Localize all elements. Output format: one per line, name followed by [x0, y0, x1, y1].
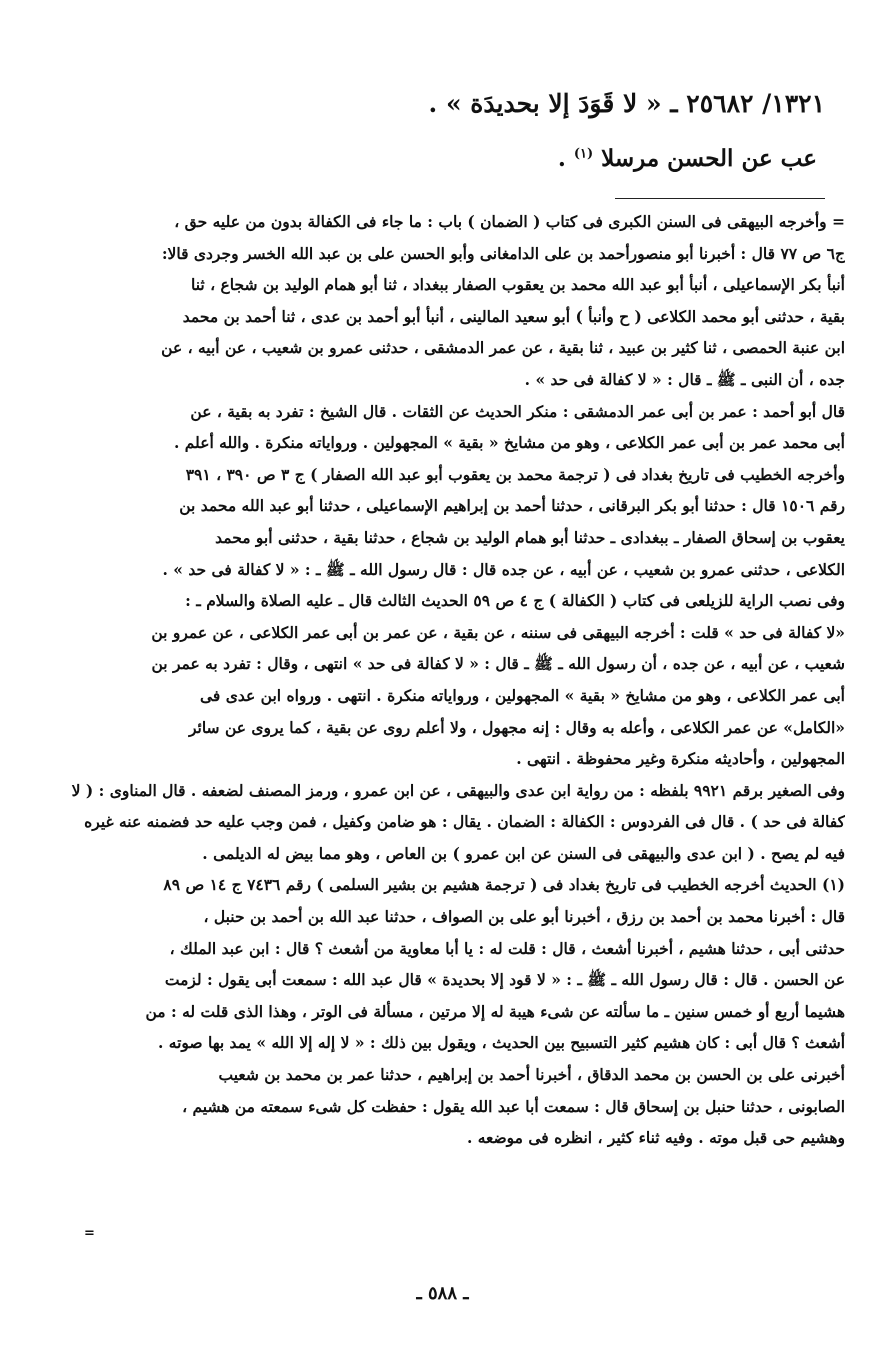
footnote-line: (١) الحديث أخرجه الخطيب فى تاريخ بغداد فى ( ترجمة هشيم بن بشير السلمى ) رقم ٧٤٣٦ ج ١٤ ص ٨٩ [163, 875, 845, 895]
footnote-line: وفى الصغير برقم ٩٩٢١ بلفظه : من رواية ابن عدى والبيهقى ، عن ابن عمرو ، ورمز المصنف لضعفه . قال المناوى : ( لا [71, 780, 845, 800]
footnote-line: حدثنى أبى ، حدثنا هشيم ، أخبرنا أشعث ، قال : قلت له : يا أبا معاوية من أشعث ؟ قال : ابن عبد الملك ، [169, 938, 845, 958]
continuation-mark: = [84, 1226, 95, 1241]
footnote-line: أبى عمر الكلاعى ، وهو من مشايخ « بقية » المجهولين ، ورواياته منكرة . انتهى . ورواه ابن عدى فى [200, 685, 845, 705]
footnote-line: «لا كفالة فى حد » قلت : أخرجه البيهقى فى سننه ، عن بقية ، عن عمر بن أبى عمر الكلاعى ، عن عمرو بن [151, 622, 845, 642]
footnote-line: قال : أخبرنا محمد بن أحمد بن رزق ، أخبرنا أبو على بن الصواف ، حدثنا عبد الله بن أحمد بن حنبل ، [203, 907, 845, 927]
footnote-line: شعيب ، عن أبيه ، عن جده ، أن رسول الله ـ ﷺ ـ قال : « لا كفالة فى حد » انتهى ، وقال : تفرد به عمر بن [151, 654, 845, 674]
footnote-line: بقية ، حدثنى أبو محمد الكلاعى ( ح وأنبأ ) أبو سعيد المالينى ، أنبأ أبو أحمد بن عدى ، ثنا أحمد بن محمد [182, 306, 845, 326]
footnote-line: أشعث ؟ قال أبى : كان هشيم كثير التسبيح بين الحديث ، ويقول بين ذلك : « لا إله إلا الله » يمد بها صوته . [158, 1033, 845, 1053]
footnote-line: الصابونى ، حدثنا حنبل بن إسحاق قال : سمعت أبا عبد الله يقول : حفظت كل شىء سمعته من هشيم ، [182, 1096, 845, 1116]
footnote-line: أنبأ بكر الإسماعيلى ، أنبأ أبو عبد الله محمد بن يعقوب الصفار ببغداد ، ثنا أبو همام الوليد بن شجاع ، ثنا [191, 275, 845, 295]
footnotes [40, 206, 845, 1154]
footnote-separator [615, 198, 825, 199]
footnote-line: كفالة فى حد ) . قال فى الفردوس : الكفالة : الضمان . يقال : هو ضامن وكفيل ، فمن وجب عليه حد فضمنه عنه غيره [84, 812, 845, 832]
footnote-line: فيه لم يصح . ( ابن عدى والبيهقى فى السنن عن ابن عمرو ) بن العاص ، وهو مما بيض له الديلمى . [202, 843, 845, 863]
footnote-line: عن الحسن . قال : قال رسول الله ـ ﷺ ـ : « لا قود إلا بحديدة » قال عبد الله : سمعت أبى يقول : لزمت [164, 970, 845, 990]
hadith-source [177, 145, 817, 172]
footnote-reference: (١) [573, 146, 594, 162]
footnote-line: ج٦ ص ٧٧ قال : أخبرنا أبو منصورأحمد بن على الدامغانى وأبو الحسن على بن عبد الله الخسر وجردى قالا: [161, 243, 845, 263]
hadith-source-end: . [557, 145, 566, 172]
footnote-line: يعقوب بن إسحاق الصفار ـ ببغدادى ـ حدثنا أبو همام الوليد بن شجاع ، حدثنا بقية ، حدثنى أبو محمد [215, 527, 845, 547]
footnote-line: المجهولين ، وأحاديثه منكرة وغير محفوظة . انتهى . [516, 749, 845, 769]
footnote-line: رقم ١٥٠٦ قال : حدثنا أبو بكر البرقانى ، حدثنا أحمد بن إبراهيم الإسماعيلى ، حدثنا أبو عبد الله محمد بن [179, 496, 845, 516]
footnote-line: الكلاعى ، حدثنى عمرو بن شعيب ، عن أبيه ، عن جده قال : قال رسول الله ـ ﷺ ـ : « لا كفالة فى حد » . [162, 559, 845, 579]
footnote-line: ابن عنبة الحمصى ، ثنا كثير بن عبيد ، ثنا بقية ، عن عمر الدمشقى ، حدثنى عمرو بن شعيب ، عن أبيه ، عن [161, 338, 845, 358]
footnote-line: وأخرجه الخطيب فى تاريخ بغداد فى ( ترجمة محمد بن يعقوب أبو عبد الله الصفار ) ج ٣ ص ٣٩٠ ، ٣٩١ [185, 464, 845, 484]
hadith-source-text: عب عن الحسن مرسلا [601, 145, 817, 172]
page-number: ـ ٥٨٨ ـ [416, 1283, 469, 1304]
footnote-line: قال أبو أحمد : عمر بن أبى عمر الدمشقى : منكر الحديث عن الثقات . قال الشيخ : تفرد به بقية ، عن [190, 401, 845, 421]
footnote-line: «الكامل» عن عمر الكلاعى ، وأعله به وقال : إنه مجهول ، ولا أعلم روى عن بقية ، كما يروى عن سائر [188, 717, 845, 737]
footnote-line: وفى نصب الراية للزيلعى فى كتاب ( الكفالة ) ج ٤ ص ٥٩ الحديث الثالث قال ـ عليه الصلاة والسلام ـ : [185, 591, 845, 611]
hadith-title: ١٣٢١/ ٢٥٦٨٢ ـ « لا قَوَدَ إلا بحديدَة » . [428, 89, 825, 118]
footnote-line: أخبرنى على بن الحسن بن محمد الدقاق ، أخبرنا أحمد بن إبراهيم ، حدثنا عمر بن محمد بن شعيب [218, 1065, 845, 1085]
footnote-line: وهشيم حى قبل موته . وفيه ثناء كثير ، انظره فى موضعه . [466, 1128, 845, 1148]
footnote-line: جده ، أن النبى ـ ﷺ ـ قال : « لا كفالة فى حد » . [524, 369, 845, 389]
footnote-line: أبى محمد عمر بن أبى عمر الكلاعى ، وهو من مشايخ « بقية » المجهولين . ورواياته منكرة . والله أعلم . [173, 433, 845, 453]
footnote-line: = وأخرجه البيهقى فى السنن الكبرى فى كتاب ( الضمان ) باب : ما جاء فى الكفالة بدون من عليه حق ، [174, 212, 845, 231]
footnote-line: هشيما أربع أو خمس سنين ـ ما سألته عن شىء هيبة له إلا مرتين ، مسألة فى الوتر ، وهذا الذى قلت له : من [145, 1001, 845, 1021]
